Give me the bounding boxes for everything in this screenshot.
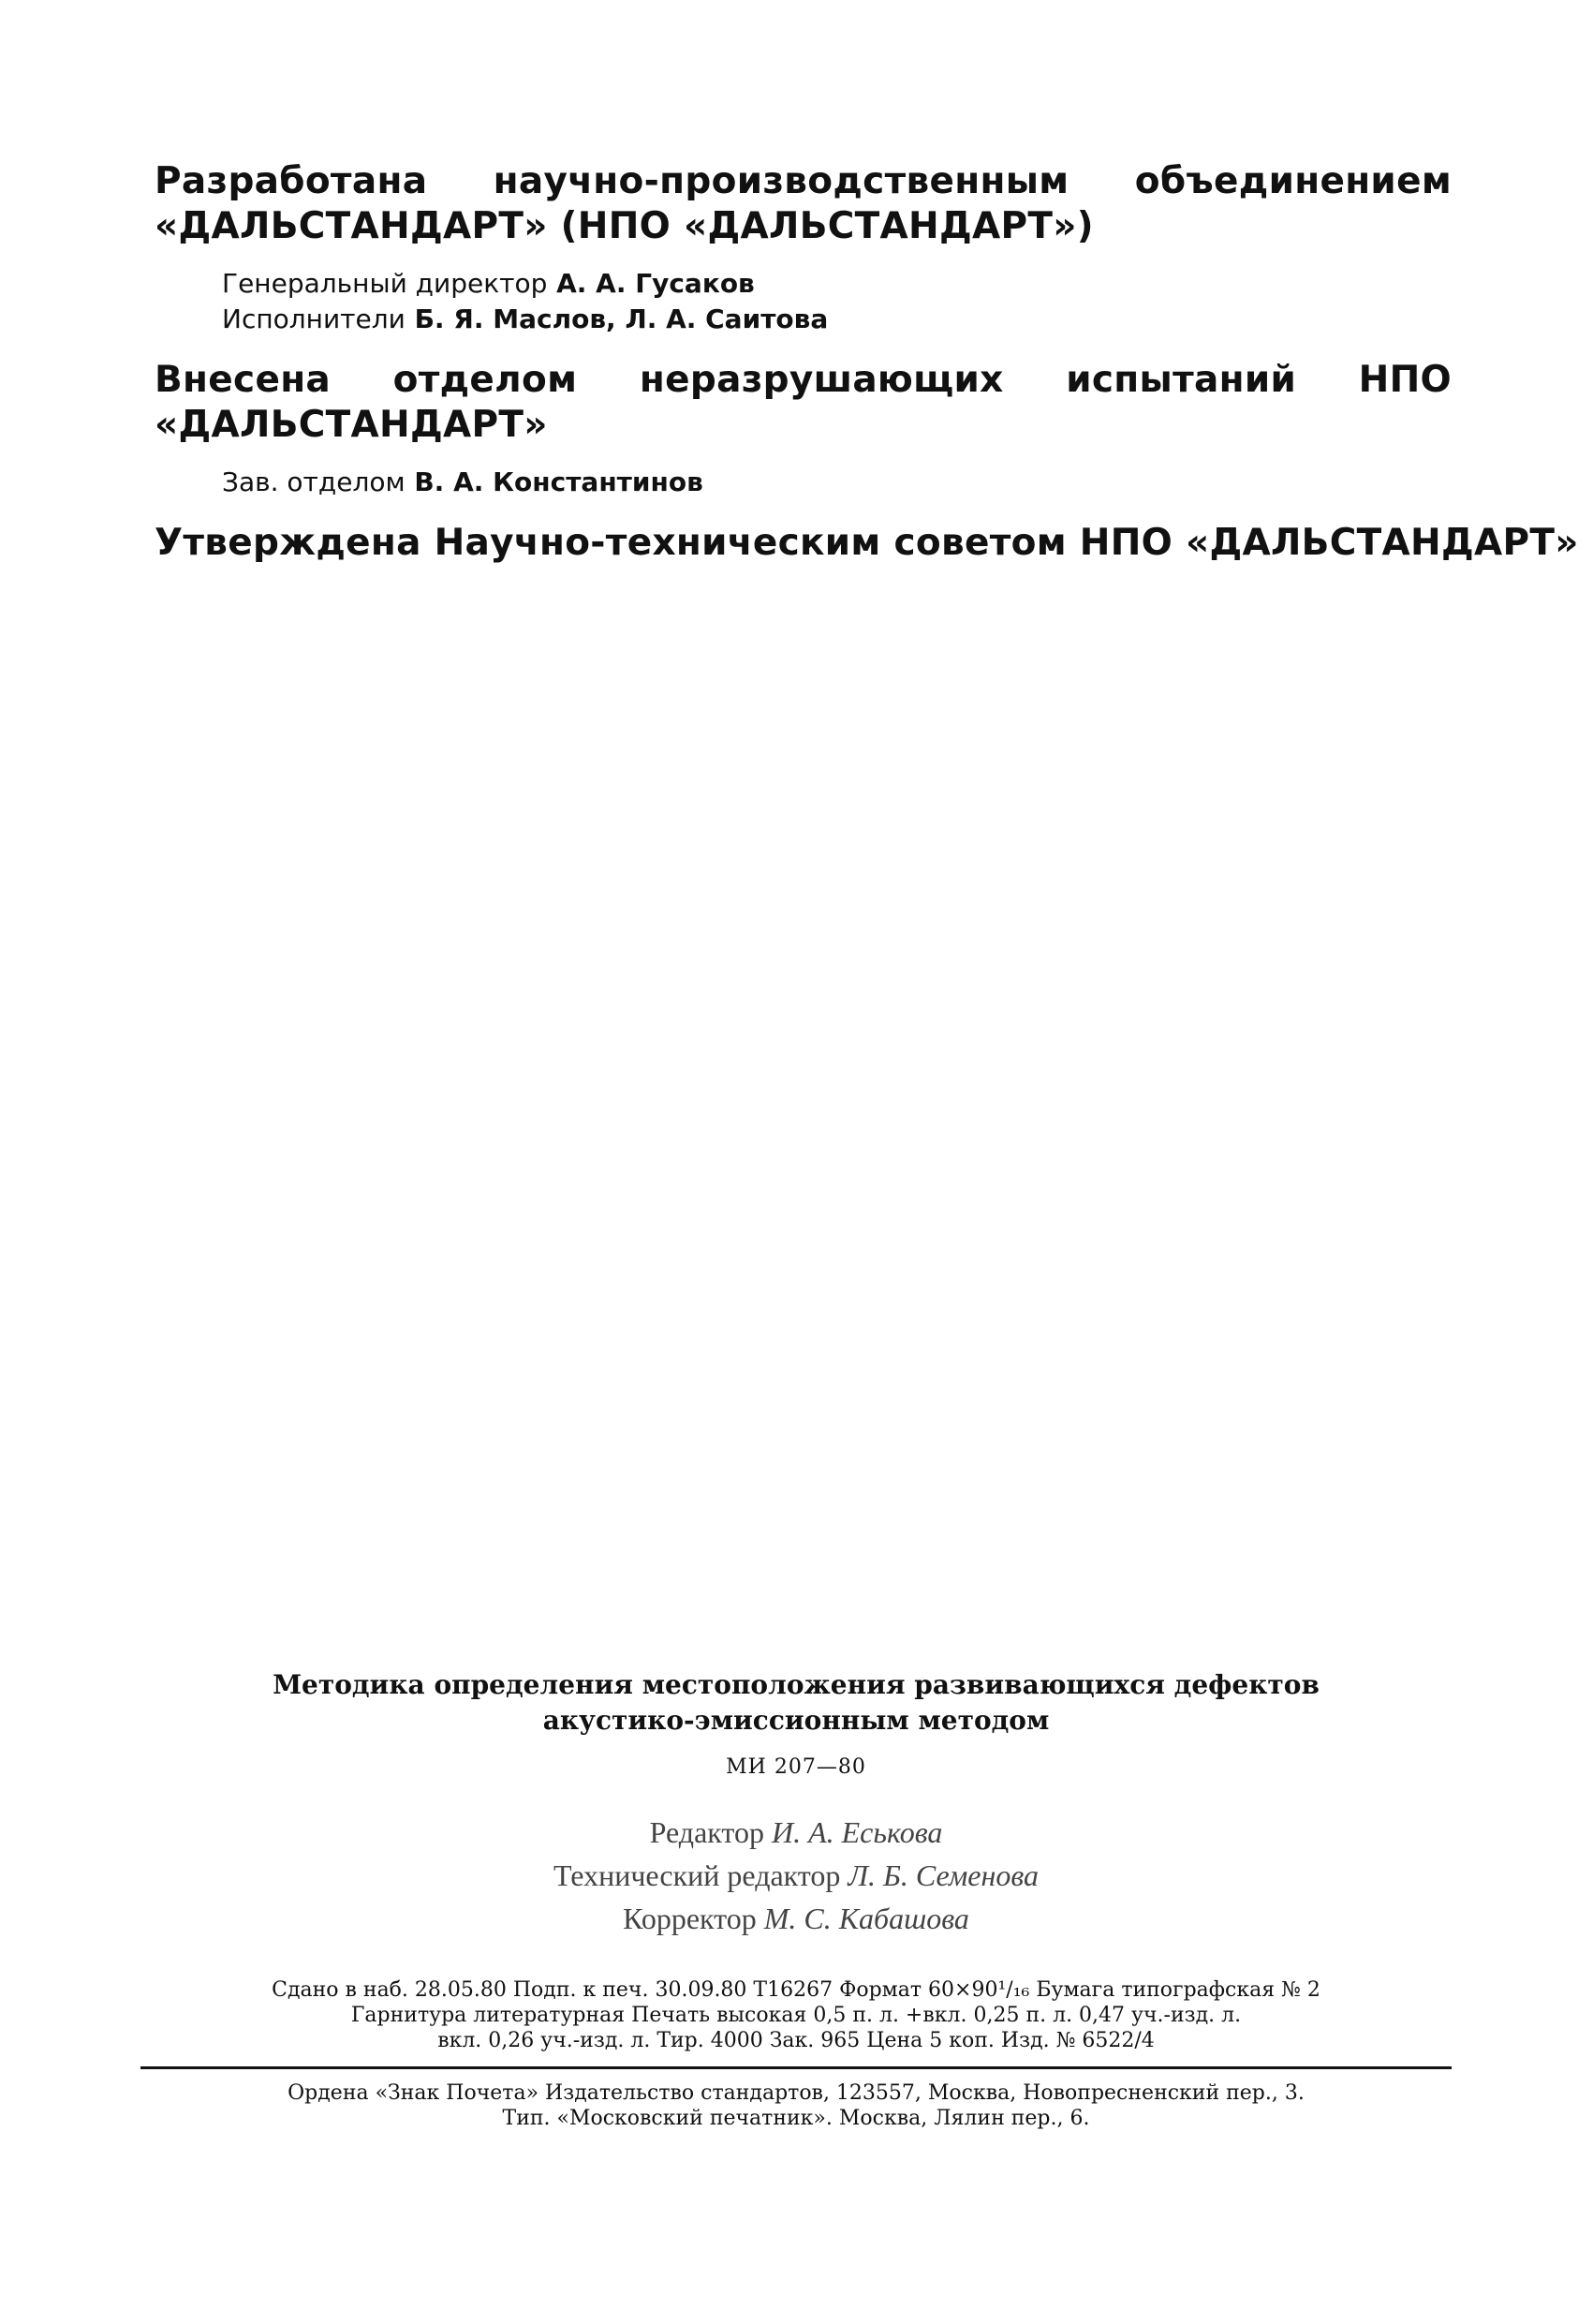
editor-label: Редактор: [649, 1815, 764, 1849]
colophon-section: [140, 1667, 1452, 2131]
executors-names: Б. Я. Маслов, Л. А. Саитова: [414, 303, 829, 334]
head-line: [222, 465, 1452, 500]
editor-line: [140, 1811, 1452, 1854]
document-title-line-2: акустико-эмиссионным методом: [542, 1705, 1050, 1736]
imprint-line-1: Сдано в наб. 28.05.80 Подп. к печ. 30.09.80 Т16267 Формат 60×90¹/₁₆ Бумага типографская № 2: [272, 1978, 1320, 2002]
developed-by: Разработана научно-производственным объединением «ДАЛЬСТАНДАРТ» (НПО «ДАЛЬСТАНДАРТ»): [155, 160, 1452, 247]
director-label: Генеральный директор: [222, 268, 548, 299]
tech-editor-label: Технический редактор: [553, 1858, 841, 1892]
proofreader-label: Корректор: [623, 1902, 757, 1935]
press-line-1: Ордена «Знак Почета» Издательство стандартов, 123557, Москва, Новопресненский пер., 3.: [288, 2081, 1305, 2105]
document-title-line-1: Методика определения местоположения развивающихся дефектов: [273, 1669, 1320, 1700]
editor-name: И. А. Еськова: [771, 1815, 943, 1849]
director-line: [222, 266, 1452, 302]
document-code: МИ 207—80: [726, 1755, 866, 1779]
head-label: Зав. отделом: [222, 466, 406, 497]
tech-editor-name: Л. Б. Семенова: [848, 1858, 1040, 1892]
credits-section: [155, 159, 1579, 566]
imprint-line-2: Гарнитура литературная Печать высокая 0,5 п. л. +вкл. 0,25 п. л. 0,47 уч.-изд. л.: [350, 2004, 1242, 2027]
print-imprint: [140, 1977, 1452, 2053]
proofreader-line: [140, 1897, 1452, 1940]
press-line-2: Тип. «Московский печатник». Москва, Лялин пер., 6.: [502, 2107, 1090, 2130]
director-name: А. А. Гусаков: [556, 268, 755, 299]
publisher-info: [140, 2080, 1452, 2131]
proofreader-name: М. С. Кабашова: [763, 1902, 969, 1935]
imprint-line-3: вкл. 0,26 уч.-изд. л. Тир. 4000 Зак. 965 Цена 5 коп. Изд. № 6522/4: [437, 2029, 1155, 2052]
developers-list: [222, 266, 1452, 337]
editorial-staff: [140, 1811, 1452, 1940]
introduced-by: Внесена отделом неразрушающих испытаний НПО «ДАЛЬСТАНДАРТ»: [155, 359, 1452, 446]
executors-label: Исполнители: [222, 303, 406, 334]
introducers-list: [222, 465, 1452, 500]
tech-editor-line: [140, 1854, 1452, 1897]
head-name: В. А. Константинов: [414, 466, 703, 497]
divider-rule: [140, 2066, 1452, 2069]
executors-line: [222, 302, 1452, 337]
approved-by: Утверждена Научно-техническим советом НПО «ДАЛЬСТАНДАРТ»: [155, 522, 1579, 564]
